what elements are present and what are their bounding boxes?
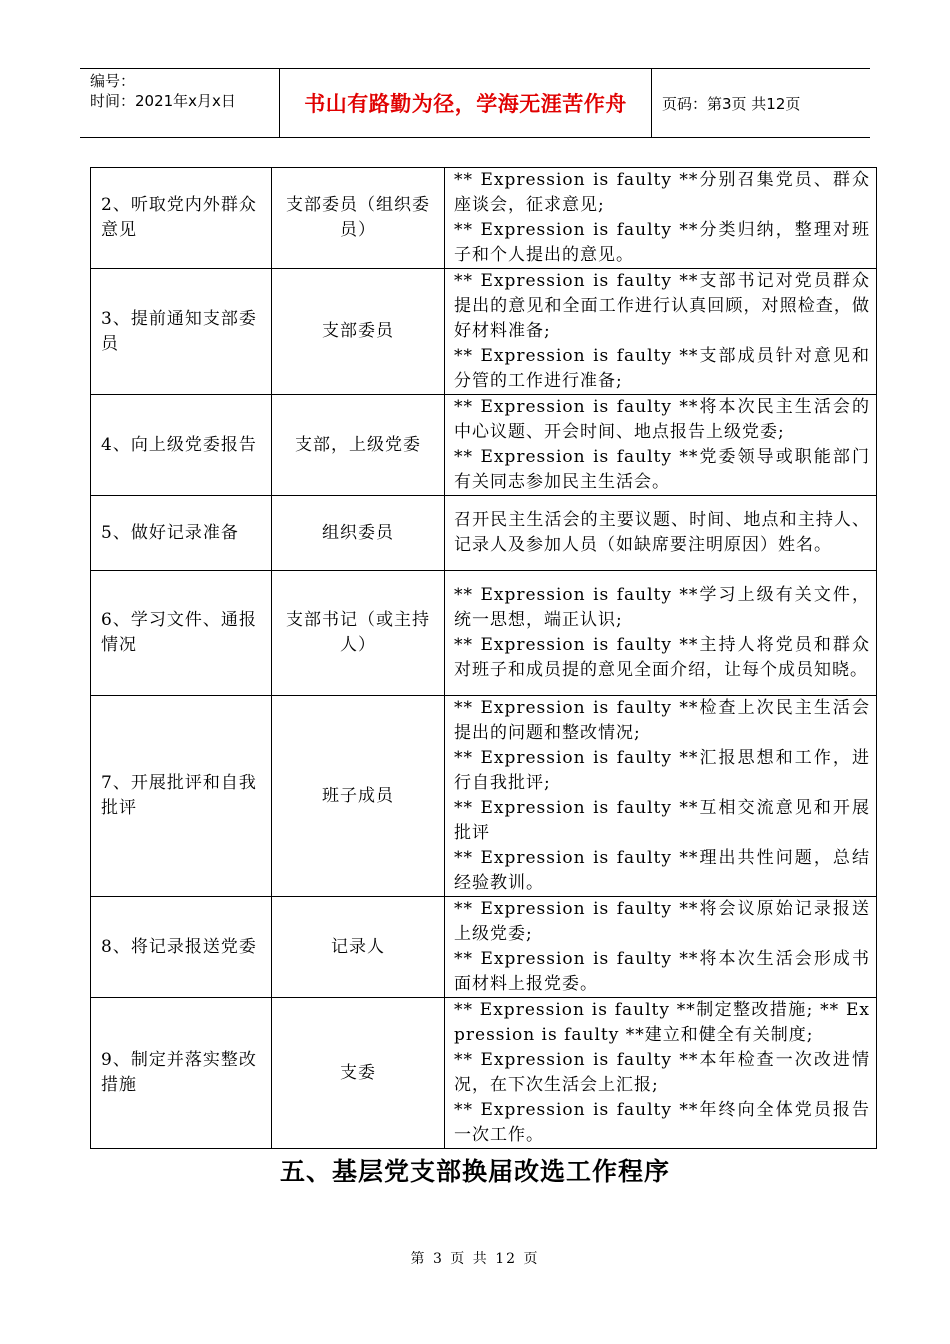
table-row: [91, 998, 877, 1149]
detail-cell: [445, 571, 877, 696]
detail-line: ** Expression is faulty **将本次民主生活会的中心议题、开会时间、地点报告上级党委;: [454, 397, 870, 442]
header-number-label: 编号：: [90, 72, 136, 90]
detail-cell: [445, 998, 877, 1149]
detail-line: ** Expression is faulty **主持人将党员和群众对班子和成员提的意见全面介绍，让每个成员知晓。: [454, 635, 870, 680]
page-header: [80, 68, 870, 138]
table-row: [91, 571, 877, 696]
detail-cell: [445, 395, 877, 496]
step-cell: 7、开展批评和自我批评: [91, 696, 272, 897]
detail-line: ** Expression is faulty **制定整改措施; ** Expression is faulty **建立和健全有关制度;: [454, 1000, 870, 1045]
detail-line: ** Expression is faulty **分别召集党员、群众座谈会，征求意见;: [454, 170, 870, 215]
responsible-cell: 支委: [272, 998, 445, 1149]
responsible-cell: 班子成员: [272, 696, 445, 897]
detail-line: ** Expression is faulty **本年检查一次改进情况，在下次生活会上汇报;: [454, 1050, 870, 1095]
detail-line: ** Expression is faulty **学习上级有关文件，统一思想，端正认识;: [454, 585, 870, 630]
step-cell: 8、将记录报送党委: [91, 897, 272, 998]
detail-line: ** Expression is faulty **支部成员针对意见和分管的工作进行准备;: [454, 346, 870, 391]
detail-line: ** Expression is faulty **互相交流意见和开展批评: [454, 798, 870, 843]
step-cell: 6、学习文件、通报情况: [91, 571, 272, 696]
table-row: [91, 168, 877, 269]
detail-cell: [445, 269, 877, 395]
detail-line: ** Expression is faulty **将本次生活会形成书面材料上报党委。: [454, 949, 870, 994]
detail-line: 召开民主生活会的主要议题、时间、地点和主持人、记录人及参加人员（如缺席要注明原因）姓名。: [454, 510, 870, 555]
responsible-cell: 支部委员: [272, 269, 445, 395]
step-cell: 4、向上级党委报告: [91, 395, 272, 496]
detail-line: ** Expression is faulty **汇报思想和工作，进行自我批评;: [454, 748, 870, 793]
header-meta: [80, 69, 280, 137]
table-row: [91, 696, 877, 897]
detail-cell: [445, 696, 877, 897]
detail-line: ** Expression is faulty **将会议原始记录报送上级党委;: [454, 899, 870, 944]
responsible-cell: 支部书记（或主持人）: [272, 571, 445, 696]
detail-line: ** Expression is faulty **检查上次民主生活会提出的问题和整改情况;: [454, 698, 870, 743]
section-title: 五、基层党支部换届改选工作程序: [279, 1157, 670, 1186]
step-cell: 2、听取党内外群众意见: [91, 168, 272, 269]
detail-line: ** Expression is faulty **分类归纳，整理对班子和个人提出的意见。: [454, 220, 870, 265]
page-footer: 第 3 页 共 12 页: [410, 1251, 540, 1267]
step-cell: 3、提前通知支部委员: [91, 269, 272, 395]
detail-line: ** Expression is faulty **党委领导或职能部门有关同志参加民主生活会。: [454, 447, 870, 492]
detail-line: ** Expression is faulty **理出共性问题，总结经验教训。: [454, 848, 870, 893]
detail-cell: [445, 496, 877, 571]
table-row: [91, 897, 877, 998]
detail-cell: [445, 897, 877, 998]
detail-cell: [445, 168, 877, 269]
table-row: [91, 496, 877, 571]
header-date-label: 时间：2021年x月x日: [90, 92, 236, 110]
step-cell: 9、制定并落实整改措施: [91, 998, 272, 1149]
detail-line: ** Expression is faulty **年终向全体党员报告一次工作。: [454, 1100, 870, 1145]
header-page-label: 页码：第3页 共12页: [662, 94, 801, 113]
responsible-cell: 支部委员（组织委员）: [272, 168, 445, 269]
table-row: [91, 269, 877, 395]
header-motto: 书山有路勤为径，学海无涯苦作舟: [280, 69, 652, 137]
step-cell: 5、做好记录准备: [91, 496, 272, 571]
responsible-cell: 记录人: [272, 897, 445, 998]
procedure-table: [90, 167, 877, 1149]
procedure-table-body: [91, 168, 877, 1149]
detail-line: ** Expression is faulty **支部书记对党员群众提出的意见和全面工作进行认真回顾，对照检查，做好材料准备;: [454, 271, 870, 341]
responsible-cell: 支部，上级党委: [272, 395, 445, 496]
table-row: [91, 395, 877, 496]
responsible-cell: 组织委员: [272, 496, 445, 571]
